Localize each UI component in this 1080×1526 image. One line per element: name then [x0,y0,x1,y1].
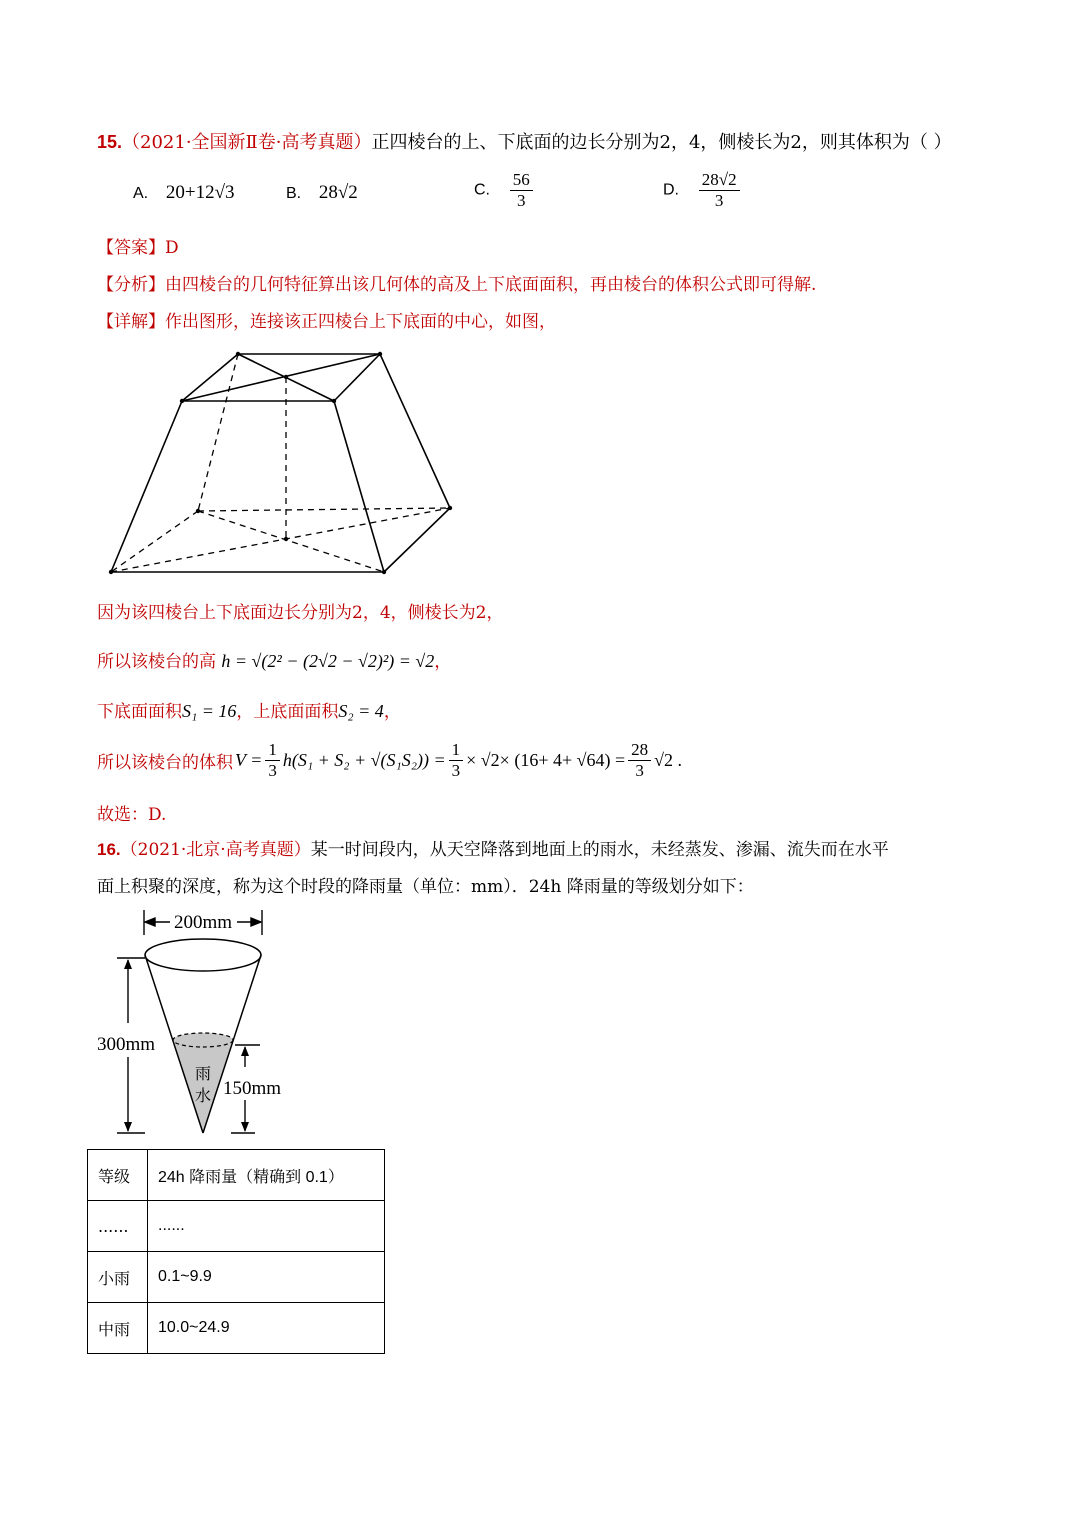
frustum-figure [100,345,460,580]
volume-tail: √2 . [654,749,683,770]
volume-lhs: V = [235,749,263,770]
table-row [88,1252,385,1303]
table-row [88,1303,385,1354]
height-formula: h = √(2² − (2√2 − √2)²) = √2 [221,651,435,671]
q15-source: （2021·全国新Ⅱ卷·高考真题） [122,132,372,153]
line2-text: 所以该棱台的高 [97,652,216,672]
lateral-edge-front-right [334,401,384,572]
option-c-label: C. [474,181,490,199]
analysis-text: 由四棱台的几何特征算出该几何体的高及上下底面面积，再由棱台的体积公式即可得解. [165,275,817,295]
solution-line-1: 因为该四棱台上下底面边长分别为2，4，侧棱长为2， [97,603,504,623]
q16-stem-line2: 面上积聚的深度，称为这个时段的降雨量（单位：mm）．24h 降雨量的等级划分如下： [97,877,754,897]
lateral-edge-front-left [111,401,182,572]
table-cell: 中雨 [88,1303,148,1354]
option-b-text: 28√2 [318,182,358,203]
solution-line-4 [97,737,682,783]
q15-number: 15. [97,132,123,152]
frac2-den: 3 [451,760,461,780]
q15-answer: 【答案】D [97,238,179,258]
q15-detail [97,307,556,332]
option-d-denominator: 3 [714,191,724,210]
option-a-label: A. [133,185,149,202]
table-cell: 小雨 [88,1252,148,1303]
solution-line-2: 所以该棱台的高 h = √(2² − (2√2 − √2)²) = √2， [97,651,452,672]
volume-mid: h(S₁ + S₂ + √(S₁S₂)) = [282,749,446,770]
hidden-bottom-back [198,508,450,511]
option-b-label: B. [286,185,302,202]
detail-text: 作出图形，连接该正四棱台上下底面的中心，如图， [165,312,556,332]
table-row [88,1201,385,1252]
water-height-label: 150mm [223,1078,282,1099]
rain-gauge-figure [95,905,305,1140]
q15-stem: 正四棱台的上、下底面的边长分别为2，4，侧棱长为2，则其体积为（ ） [371,132,952,153]
line3-text-a: 下底面面积 [97,702,182,722]
volume-fraction-2 [449,740,464,781]
q15-option-a [133,182,235,204]
line4-text: 所以该棱台的体积 [97,752,233,773]
table-cell: ...... [88,1201,148,1252]
water-text-1: 雨 [194,1064,212,1083]
detail-tag: 【详解】 [97,312,165,332]
q15-option-b [286,182,358,204]
option-c-fraction [510,170,533,211]
hidden-bottom-diagonal-2 [111,508,450,572]
top-diagonal-2 [182,354,380,401]
frac2-num: 1 [449,740,464,761]
top-area-formula: S₂ = 4 [338,701,384,721]
frac3-num: 28 [628,740,651,761]
table-cell: 10.0~24.9 [148,1303,385,1354]
bottom-area-formula: S₁ = 16 [182,701,237,721]
table-header-row [88,1150,385,1201]
frac1-den: 3 [268,760,277,780]
frac3-den: 3 [635,760,644,780]
rainfall-table [87,1149,385,1354]
q16-header [97,835,889,860]
water-surface [173,1033,233,1047]
q15-option-d [663,170,740,211]
q16-stem-line1: 某一时间段内，从天空降落到地面上的雨水，未经蒸发、渗漏、流失而在水平 [310,840,889,860]
q15-option-c [474,170,533,211]
volume-mid2: × √2× (16+ 4+ √64) = [466,749,626,770]
line3-text-b: ，上底面面积 [236,702,339,722]
height-label: 300mm [97,1034,156,1055]
volume-fraction-3 [628,740,651,781]
option-c-denominator: 3 [516,191,526,210]
volume-fraction-1 [265,740,280,781]
q16-source: （2021·北京·高考真题） [120,840,311,860]
analysis-tag: 【分析】 [97,275,165,295]
option-d-numerator: 28√2 [699,170,740,191]
width-label: 200mm [173,912,233,933]
bottom-edge-right [384,508,450,572]
q15-analysis [97,270,816,295]
hidden-bottom-diagonal-1 [198,511,384,572]
option-c-numerator: 56 [510,170,533,191]
water-text-2: 水 [194,1086,212,1105]
frac1-num: 1 [265,740,280,761]
solution-line-3 [97,697,401,722]
choice-line: 故选：D. [97,805,167,825]
line3-end: ， [383,702,401,722]
table-header-cell: 24h 降雨量（精确到 0.1） [148,1150,385,1201]
option-d-label: D. [663,181,679,199]
option-a-text: 20+12√3 [165,182,235,203]
cone-rim [145,939,261,971]
table-header-cell: 等级 [88,1150,148,1201]
q16-number: 16. [97,840,121,859]
hidden-lateral-edge [198,354,238,511]
q15-header [97,128,952,154]
top-edge-right [334,354,380,401]
table-cell: ...... [148,1201,385,1252]
lateral-edge-back-right [380,354,450,508]
table-cell: 0.1~9.9 [148,1252,385,1303]
option-d-fraction [699,170,740,211]
